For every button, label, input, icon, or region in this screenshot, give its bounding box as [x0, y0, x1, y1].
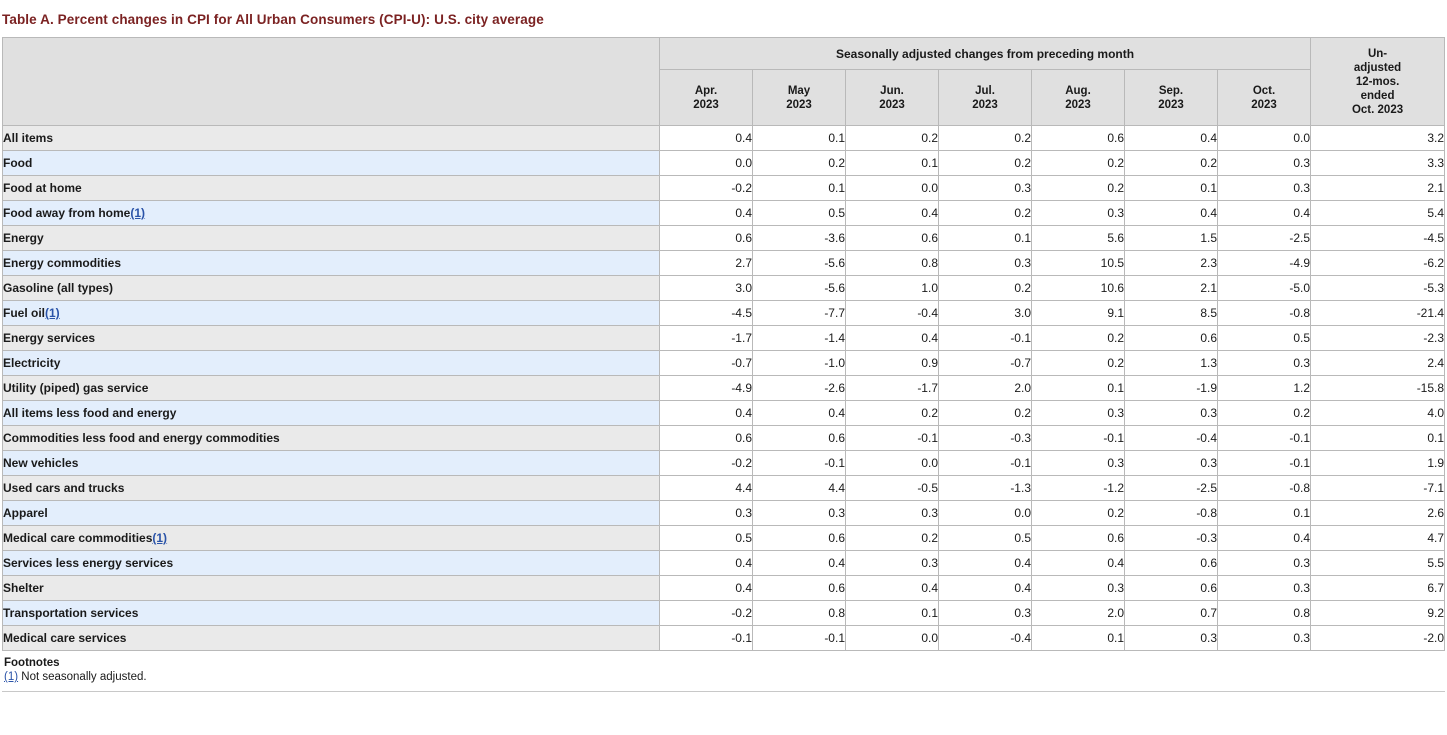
row-label-text: Medical care services	[3, 631, 127, 645]
page-title: Table A. Percent changes in CPI for All Urban Consumers (CPI-U): U.S. city average	[2, 12, 544, 27]
row-value: 1.0	[846, 276, 939, 301]
row-value: -1.0	[753, 351, 846, 376]
row-value: 3.2	[1311, 126, 1445, 151]
row-value: 0.2	[846, 526, 939, 551]
row-label	[3, 126, 660, 151]
row-value: 0.4	[1218, 526, 1311, 551]
row-value: -0.8	[1218, 301, 1311, 326]
header-month-oct	[1218, 70, 1311, 126]
row-value: 0.3	[1032, 451, 1125, 476]
row-value: 0.3	[939, 176, 1032, 201]
row-label	[3, 451, 660, 476]
row-label-text: Electricity	[3, 356, 61, 370]
row-value: 4.4	[660, 476, 753, 501]
row-value: 0.3	[846, 501, 939, 526]
row-value: 0.3	[1125, 401, 1218, 426]
header-month-may-name: May	[787, 84, 811, 97]
row-value: -5.0	[1218, 276, 1311, 301]
row-value: -0.4	[846, 301, 939, 326]
row-value: -7.7	[753, 301, 846, 326]
header-month-jun-year: 2023	[879, 98, 905, 111]
header-seasonally-adjusted-group: Seasonally adjusted changes from preceding month	[660, 38, 1311, 70]
row-label-text: Transportation services	[3, 606, 139, 620]
row-value: 0.6	[846, 226, 939, 251]
row-value: 0.5	[660, 526, 753, 551]
row-value: 0.2	[939, 276, 1032, 301]
header-month-may-year: 2023	[786, 98, 812, 111]
row-value: 0.3	[1218, 576, 1311, 601]
row-value: 0.1	[939, 226, 1032, 251]
row-label	[3, 326, 660, 351]
row-value: 0.6	[753, 426, 846, 451]
header-row-group	[3, 38, 1445, 70]
table-row	[3, 401, 1445, 426]
row-value: 0.8	[1218, 601, 1311, 626]
row-value: 0.4	[660, 401, 753, 426]
row-value: -2.5	[1125, 476, 1218, 501]
header-unadjusted-line4: ended	[1360, 89, 1395, 102]
row-value: 0.1	[753, 176, 846, 201]
row-value: 4.7	[1311, 526, 1445, 551]
row-value: 0.2	[1032, 176, 1125, 201]
row-value: 0.2	[1032, 151, 1125, 176]
row-value: 0.3	[939, 601, 1032, 626]
row-value: 3.3	[1311, 151, 1445, 176]
row-value: 0.2	[1218, 401, 1311, 426]
row-value: 0.4	[660, 201, 753, 226]
row-label-text: Shelter	[3, 581, 44, 595]
row-value: -4.9	[660, 376, 753, 401]
header-month-may	[753, 70, 846, 126]
row-value: 0.6	[660, 226, 753, 251]
row-label-text: Fuel oil	[3, 306, 45, 320]
row-value: 0.4	[660, 126, 753, 151]
header-month-aug	[1032, 70, 1125, 126]
row-value: 2.1	[1125, 276, 1218, 301]
row-value: 9.1	[1032, 301, 1125, 326]
bottom-divider	[2, 691, 1445, 692]
row-value: -15.8	[1311, 376, 1445, 401]
row-value: 0.2	[939, 401, 1032, 426]
row-value: -0.1	[846, 426, 939, 451]
row-label	[3, 201, 660, 226]
row-value: -5.6	[753, 276, 846, 301]
row-value: -0.1	[939, 451, 1032, 476]
row-value: -4.9	[1218, 251, 1311, 276]
row-value: 4.4	[753, 476, 846, 501]
footnotes-section	[4, 657, 1447, 683]
row-value: 0.7	[1125, 601, 1218, 626]
row-value: 0.3	[1032, 401, 1125, 426]
row-value: 0.2	[939, 151, 1032, 176]
row-value: -0.8	[1218, 476, 1311, 501]
row-value: 8.5	[1125, 301, 1218, 326]
row-value: -1.9	[1125, 376, 1218, 401]
row-value: -1.7	[660, 326, 753, 351]
row-value: 2.4	[1311, 351, 1445, 376]
row-value: 0.3	[939, 251, 1032, 276]
header-month-apr-year: 2023	[693, 98, 719, 111]
row-label	[3, 276, 660, 301]
row-value: 0.4	[753, 551, 846, 576]
row-value: 0.1	[1032, 376, 1125, 401]
row-label-text: Energy services	[3, 331, 96, 345]
row-value: -6.2	[1311, 251, 1445, 276]
row-value: 0.3	[660, 501, 753, 526]
row-value: 0.6	[753, 576, 846, 601]
row-value: -0.7	[660, 351, 753, 376]
footnote-text-1: Not seasonally adjusted.	[18, 671, 147, 683]
table-row	[3, 526, 1445, 551]
row-value: 0.0	[1218, 126, 1311, 151]
row-label	[3, 476, 660, 501]
row-label-text: Energy commodities	[3, 256, 122, 270]
header-month-aug-year: 2023	[1065, 98, 1091, 111]
row-value: 0.3	[1218, 551, 1311, 576]
row-value: 0.4	[846, 326, 939, 351]
row-label-text: Used cars and trucks	[3, 481, 125, 495]
row-label	[3, 551, 660, 576]
row-value: 0.3	[1032, 576, 1125, 601]
header-month-jul	[939, 70, 1032, 126]
row-value: 4.0	[1311, 401, 1445, 426]
row-value: 9.2	[1311, 601, 1445, 626]
table-row	[3, 151, 1445, 176]
row-value: 0.1	[1032, 626, 1125, 651]
row-value: 1.2	[1218, 376, 1311, 401]
row-value: 0.3	[753, 501, 846, 526]
row-value: 0.1	[846, 151, 939, 176]
row-label	[3, 526, 660, 551]
row-value: -4.5	[1311, 226, 1445, 251]
row-value: -0.1	[660, 626, 753, 651]
table-row	[3, 126, 1445, 151]
header-month-apr-name: Apr.	[694, 84, 718, 97]
row-value: -1.4	[753, 326, 846, 351]
table-row	[3, 251, 1445, 276]
header-month-apr	[660, 70, 753, 126]
row-value: 0.6	[1125, 326, 1218, 351]
row-value: -0.3	[1125, 526, 1218, 551]
row-label	[3, 426, 660, 451]
row-label-text: Food at home	[3, 181, 82, 195]
row-value: 0.1	[1125, 176, 1218, 201]
row-value: 0.4	[753, 401, 846, 426]
row-value: 0.4	[1032, 551, 1125, 576]
row-label-text: Energy	[3, 231, 44, 245]
row-value: 0.1	[753, 126, 846, 151]
table-row	[3, 326, 1445, 351]
table-row	[3, 376, 1445, 401]
row-label-text: All items	[3, 131, 54, 145]
table-row	[3, 226, 1445, 251]
row-value: 3.0	[660, 276, 753, 301]
row-value: 0.8	[753, 601, 846, 626]
table-row	[3, 301, 1445, 326]
row-value: 0.5	[753, 201, 846, 226]
row-value: 0.2	[1125, 151, 1218, 176]
row-value: 0.5	[1218, 326, 1311, 351]
row-value: -2.6	[753, 376, 846, 401]
row-value: 0.4	[846, 201, 939, 226]
footnotes-heading: Footnotes	[4, 657, 60, 669]
row-value: 0.4	[939, 576, 1032, 601]
row-value: 6.7	[1311, 576, 1445, 601]
row-label-text: Gasoline (all types)	[3, 281, 114, 295]
header-unadjusted-line1: Un-	[1367, 47, 1388, 60]
row-value: 5.5	[1311, 551, 1445, 576]
row-value: 0.4	[1125, 126, 1218, 151]
row-label-text: New vehicles	[3, 456, 79, 470]
row-value: 0.6	[1032, 126, 1125, 151]
header-unadjusted-line3: 12-mos.	[1355, 75, 1400, 88]
table-row	[3, 551, 1445, 576]
row-value: 1.5	[1125, 226, 1218, 251]
footnote-marker-1[interactable]: (1)	[4, 671, 19, 683]
row-value: 0.2	[939, 126, 1032, 151]
row-value: 2.0	[1032, 601, 1125, 626]
row-value: -2.5	[1218, 226, 1311, 251]
row-value: -0.4	[939, 626, 1032, 651]
row-value: -5.3	[1311, 276, 1445, 301]
row-value: 0.1	[1311, 426, 1445, 451]
row-label-text: Commodities less food and energy commodities	[3, 431, 280, 445]
row-value: 2.0	[939, 376, 1032, 401]
row-value: 0.2	[753, 151, 846, 176]
row-value: 5.4	[1311, 201, 1445, 226]
row-value: 0.5	[939, 526, 1032, 551]
table-row	[3, 426, 1445, 451]
row-value: -4.5	[660, 301, 753, 326]
row-value: 2.3	[1125, 251, 1218, 276]
row-value: 0.3	[1125, 626, 1218, 651]
row-value: -21.4	[1311, 301, 1445, 326]
row-label	[3, 301, 660, 326]
row-value: 0.4	[846, 576, 939, 601]
row-value: 1.3	[1125, 351, 1218, 376]
footnote-item-1	[4, 671, 1447, 683]
row-value: 5.6	[1032, 226, 1125, 251]
row-value: 0.1	[1218, 501, 1311, 526]
row-label	[3, 401, 660, 426]
row-label-text: Services less energy services	[3, 556, 174, 570]
row-value: -5.6	[753, 251, 846, 276]
row-value: 0.6	[660, 426, 753, 451]
row-value: 0.6	[1032, 526, 1125, 551]
row-footnote-link[interactable]: (1)	[45, 306, 60, 320]
row-value: -0.3	[939, 426, 1032, 451]
row-value: -0.2	[660, 176, 753, 201]
row-value: 0.3	[1032, 201, 1125, 226]
row-value: -0.1	[753, 626, 846, 651]
header-unadjusted-line5: Oct. 2023	[1351, 103, 1404, 116]
header-unadjusted-line2: adjusted	[1353, 61, 1402, 74]
row-value: 0.4	[939, 551, 1032, 576]
row-label	[3, 626, 660, 651]
row-value: 0.2	[846, 126, 939, 151]
row-label	[3, 151, 660, 176]
header-month-jun-name: Jun.	[880, 84, 904, 97]
table-body	[3, 126, 1445, 651]
row-value: -1.3	[939, 476, 1032, 501]
header-month-sep-year: 2023	[1158, 98, 1184, 111]
row-value: 2.7	[660, 251, 753, 276]
row-label-text: Food	[3, 156, 33, 170]
row-value: 2.1	[1311, 176, 1445, 201]
table-row	[3, 276, 1445, 301]
header-month-jul-name: Jul.	[975, 84, 995, 97]
row-value: 2.6	[1311, 501, 1445, 526]
header-month-sep-name: Sep.	[1158, 84, 1184, 97]
row-value: 0.0	[660, 151, 753, 176]
table-row	[3, 476, 1445, 501]
row-footnote-link[interactable]: (1)	[130, 206, 146, 220]
row-value: 0.6	[753, 526, 846, 551]
table-row	[3, 176, 1445, 201]
row-value: 0.0	[939, 501, 1032, 526]
row-label	[3, 376, 660, 401]
row-value: 0.4	[1125, 201, 1218, 226]
row-value: 0.9	[846, 351, 939, 376]
row-value: -0.8	[1125, 501, 1218, 526]
row-label	[3, 601, 660, 626]
row-value: 0.6	[1125, 551, 1218, 576]
row-value: -0.4	[1125, 426, 1218, 451]
row-value: -7.1	[1311, 476, 1445, 501]
row-value: 0.4	[1218, 201, 1311, 226]
row-value: -2.0	[1311, 626, 1445, 651]
table-row	[3, 601, 1445, 626]
header-month-aug-name: Aug.	[1065, 84, 1091, 97]
header-month-jun	[846, 70, 939, 126]
row-label	[3, 501, 660, 526]
row-value: 0.0	[846, 626, 939, 651]
row-label	[3, 576, 660, 601]
row-label-text: Food away from home	[3, 206, 131, 220]
row-value: 0.2	[939, 201, 1032, 226]
row-value: 0.2	[1032, 351, 1125, 376]
row-value: 0.2	[846, 401, 939, 426]
row-value: 0.3	[1125, 451, 1218, 476]
row-label	[3, 351, 660, 376]
row-value: -0.7	[939, 351, 1032, 376]
row-value: -1.7	[846, 376, 939, 401]
row-label	[3, 226, 660, 251]
row-value: -0.1	[1218, 451, 1311, 476]
row-value: 0.6	[1125, 576, 1218, 601]
header-unadjusted-12mos	[1311, 38, 1445, 126]
header-month-jul-year: 2023	[972, 98, 998, 111]
row-value: 0.3	[1218, 351, 1311, 376]
row-value: -0.1	[939, 326, 1032, 351]
row-label-text: Apparel	[3, 506, 48, 520]
header-month-oct-name: Oct.	[1252, 84, 1276, 97]
row-value: -0.1	[753, 451, 846, 476]
header-corner-blank	[3, 38, 660, 126]
row-value: 0.3	[1218, 151, 1311, 176]
row-value: 1.9	[1311, 451, 1445, 476]
header-month-sep	[1125, 70, 1218, 126]
row-value: 3.0	[939, 301, 1032, 326]
header-month-oct-year: 2023	[1251, 98, 1277, 111]
row-value: 0.2	[1032, 501, 1125, 526]
row-value: 0.0	[846, 176, 939, 201]
row-label-text: All items less food and energy	[3, 406, 177, 420]
row-value: 0.3	[846, 551, 939, 576]
row-value: 0.1	[846, 601, 939, 626]
row-value: 10.5	[1032, 251, 1125, 276]
row-value: -0.5	[846, 476, 939, 501]
row-value: -0.1	[1218, 426, 1311, 451]
table-row	[3, 626, 1445, 651]
row-value: 0.2	[1032, 326, 1125, 351]
row-value: -0.2	[660, 601, 753, 626]
row-label	[3, 176, 660, 201]
row-value: 0.4	[660, 576, 753, 601]
table-row	[3, 501, 1445, 526]
row-value: 0.3	[1218, 176, 1311, 201]
row-value: -0.2	[660, 451, 753, 476]
cpi-table	[2, 37, 1445, 651]
table-row	[3, 451, 1445, 476]
row-value: 0.4	[660, 551, 753, 576]
table-head	[3, 38, 1445, 126]
row-value: 0.8	[846, 251, 939, 276]
row-value: 0.3	[1218, 626, 1311, 651]
row-value: -2.3	[1311, 326, 1445, 351]
table-row	[3, 201, 1445, 226]
row-label	[3, 251, 660, 276]
row-value: -3.6	[753, 226, 846, 251]
row-label-text: Medical care commodities	[3, 531, 153, 545]
row-value: -0.1	[1032, 426, 1125, 451]
row-footnote-link[interactable]: (1)	[152, 531, 168, 545]
table-row	[3, 351, 1445, 376]
row-value: 0.0	[846, 451, 939, 476]
row-value: -1.2	[1032, 476, 1125, 501]
row-value: 10.6	[1032, 276, 1125, 301]
table-row	[3, 576, 1445, 601]
row-label-text: Utility (piped) gas service	[3, 381, 149, 395]
